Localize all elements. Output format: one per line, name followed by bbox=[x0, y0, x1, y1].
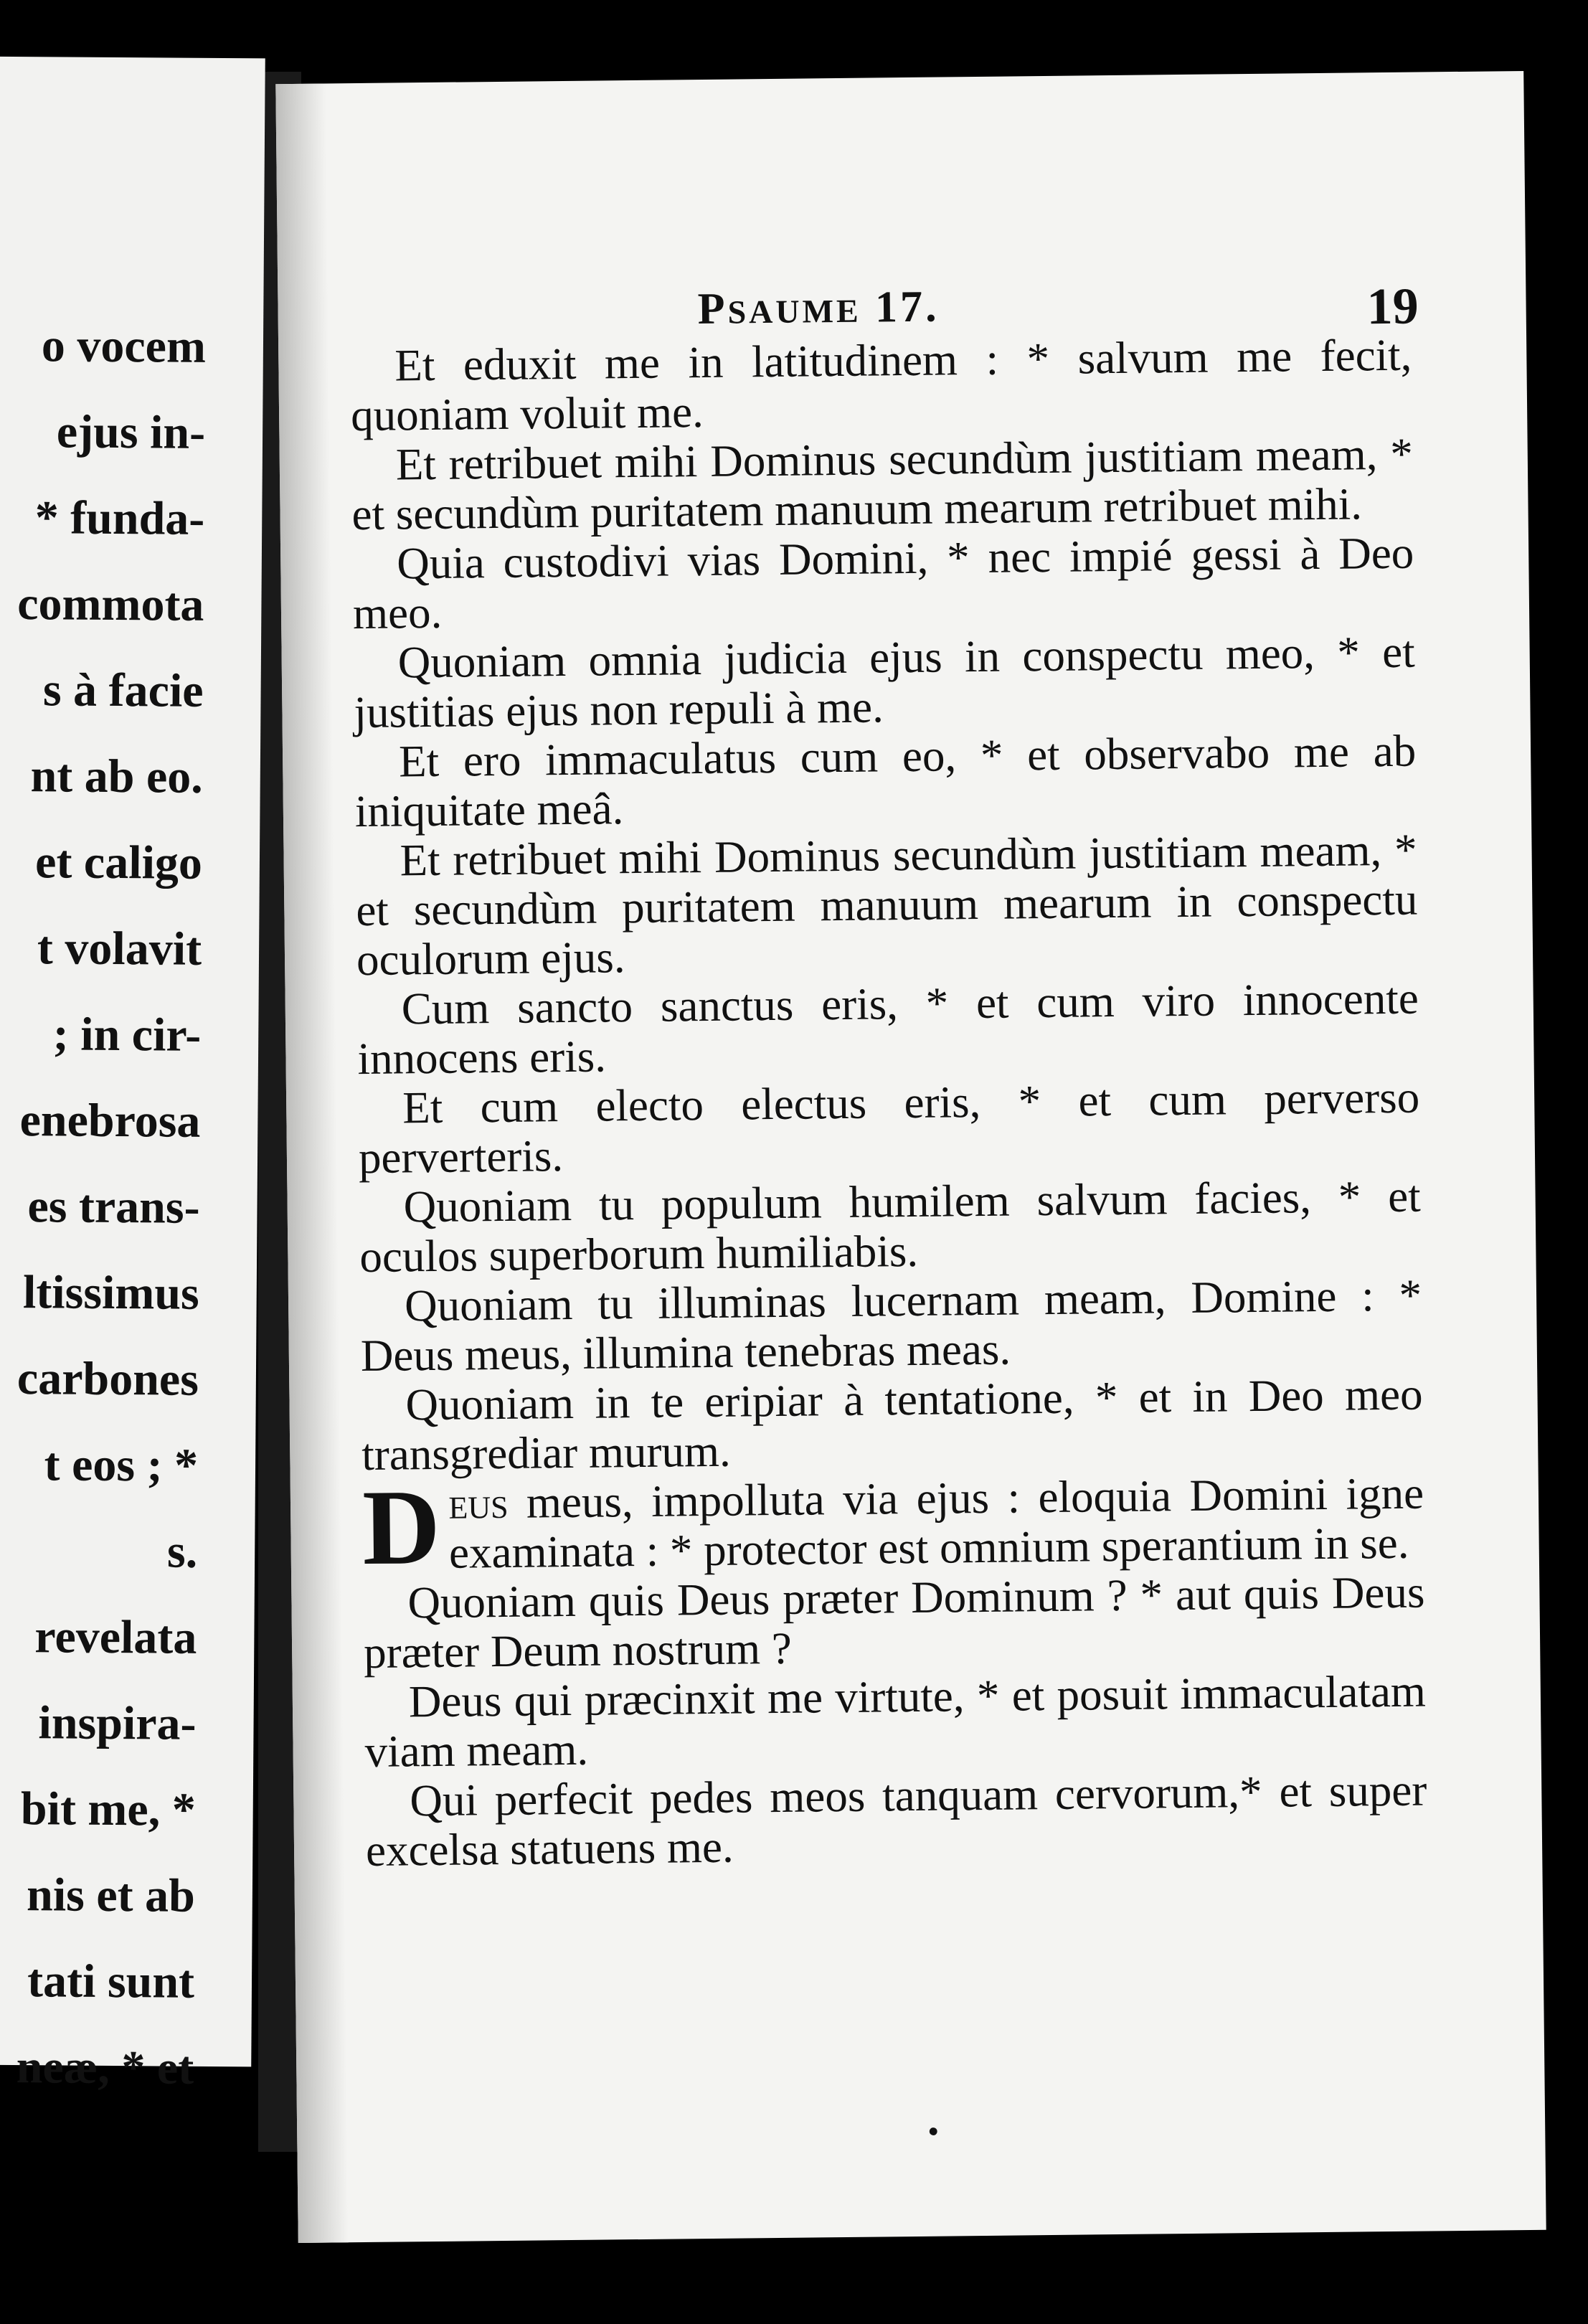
left-page-line: ltissimus bbox=[22, 1266, 200, 1320]
bottom-mark: • bbox=[927, 2115, 939, 2148]
left-page-line: es trans- bbox=[27, 1180, 200, 1234]
left-page-line: s à facie bbox=[42, 663, 204, 717]
left-page-line: ; in cir- bbox=[52, 1008, 202, 1062]
right-page bbox=[275, 71, 1546, 2243]
verse: Et retribuet mihi Dominus secundùm justitiam meam, * et secundùm puritatem manuum mearum retribuet mihi. bbox=[351, 428, 1414, 540]
drop-cap-verse-text: meus, impolluta via ejus : eloquia Domini igne examinata : * protector est omnium sperantium in se. bbox=[448, 1468, 1424, 1578]
running-head-title: SAUME bbox=[727, 292, 861, 331]
left-page-line: o vocem bbox=[41, 319, 207, 373]
left-page-text bbox=[0, 319, 249, 2094]
left-page-line: tati sunt bbox=[27, 1955, 195, 2008]
verse: Qui perfecit pedes meos tanquam cervorum,* et super excelsa statuens me. bbox=[365, 1765, 1427, 1876]
left-page-line: t eos ; * bbox=[44, 1438, 199, 1492]
left-page bbox=[0, 57, 265, 2094]
verse: Quoniam in te eripiar à tentatione, * et in Deo meo transgrediar murum. bbox=[361, 1369, 1423, 1480]
psalm-text bbox=[350, 331, 1427, 1876]
left-page-line: ejus in- bbox=[56, 405, 206, 459]
left-page-line: carbones bbox=[16, 1352, 199, 1406]
verse: Deus qui præcinxit me virtute, * et posuit immaculatam viam meam. bbox=[364, 1666, 1427, 1777]
left-page-line: neæ, * et bbox=[16, 2041, 194, 2094]
verse: Quoniam quis Deus præter Dominum ? * aut quis Deus præter Deum nostrum ? bbox=[363, 1567, 1425, 1678]
verse: Quia custodivi vias Domini, * nec impié gessi à Deo meo. bbox=[352, 527, 1414, 639]
running-head-psalm-number: 17. bbox=[874, 282, 940, 332]
verse: Cum sancto sanctus eris, * et cum viro innocente innocens eris. bbox=[357, 973, 1419, 1085]
page-number: 19 bbox=[1366, 277, 1419, 336]
verse: Quoniam omnia judicia ejus in conspectu meo, * et justitias ejus non repuli à me. bbox=[354, 626, 1416, 738]
verse-list bbox=[350, 331, 1424, 1480]
verse: Et eduxit me in latitudinem : * salvum me fecit, quoniam voluit me. bbox=[350, 329, 1412, 441]
left-page-line: inspira- bbox=[38, 1696, 197, 1750]
drop-cap-small-caps: eus bbox=[448, 1477, 509, 1529]
left-page-line: bit me, * bbox=[20, 1782, 196, 1836]
left-page-line: et caligo bbox=[34, 836, 203, 889]
left-page-line: s. bbox=[166, 1525, 198, 1578]
drop-cap-verse bbox=[361, 1467, 1424, 1588]
running-head-initial: P bbox=[697, 284, 728, 334]
verse: Et retribuet mihi Dominus secundùm justitiam meam, * et secundùm puritatem manuum mearum in conspectu oculorum ejus. bbox=[355, 824, 1418, 986]
verse-list-after bbox=[363, 1568, 1427, 1876]
left-page-line: * funda- bbox=[34, 491, 205, 545]
verse: Et ero immaculatus cum eo, * et observabo me ab iniquitate meâ. bbox=[354, 725, 1417, 837]
left-page-line: nt ab eo. bbox=[30, 750, 204, 803]
verse: Quoniam tu illuminas lucernam meam, Domine : * Deus meus, illumina tenebras meas. bbox=[360, 1270, 1422, 1381]
left-page-line: enebrosa bbox=[19, 1094, 201, 1148]
left-page-line: nis et ab bbox=[26, 1869, 196, 1922]
left-page-line: commota bbox=[16, 577, 204, 631]
drop-cap-initial: D bbox=[361, 1467, 441, 1588]
left-page-line: t volavit bbox=[37, 922, 202, 976]
left-page-line: revelata bbox=[34, 1610, 197, 1664]
verse: Et cum electo electus eris, * et cum perverso perverteris. bbox=[358, 1072, 1420, 1184]
running-head bbox=[697, 282, 940, 336]
verse: Quoniam tu populum humilem salvum facies, * et oculos superborum humiliabis. bbox=[359, 1171, 1421, 1283]
